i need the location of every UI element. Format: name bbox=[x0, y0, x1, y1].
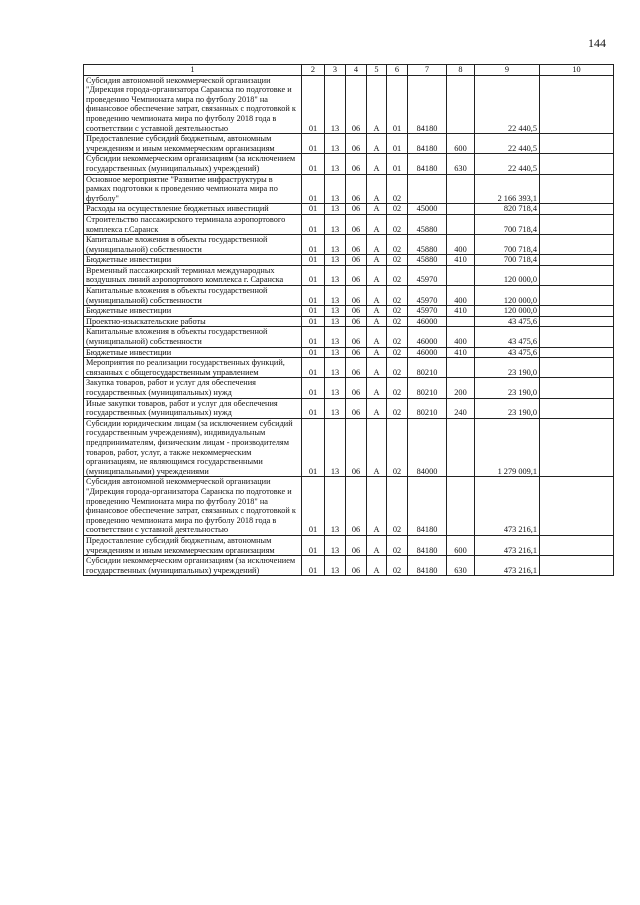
section-code: 01 bbox=[302, 214, 325, 234]
expense-type-code bbox=[447, 265, 475, 285]
subprogram-code: А bbox=[367, 418, 387, 477]
section-code: 01 bbox=[302, 255, 325, 266]
direction-code: 84180 bbox=[408, 154, 447, 174]
subprogram-code: А bbox=[367, 316, 387, 327]
amount: 2 166 393,1 bbox=[475, 174, 540, 204]
amount: 43 475,6 bbox=[475, 347, 540, 358]
table-row bbox=[84, 327, 614, 347]
event-code: 01 bbox=[387, 75, 408, 134]
program-code: 06 bbox=[346, 358, 367, 378]
subprogram-code: А bbox=[367, 286, 387, 306]
row-description: Субсидии некоммерческим организациям (за исключением государственных (муниципальных) учреждений) bbox=[84, 154, 302, 174]
amount: 120 000,0 bbox=[475, 286, 540, 306]
column-header-3: 3 bbox=[325, 65, 346, 76]
table-row bbox=[84, 134, 614, 154]
subsection-code: 13 bbox=[325, 214, 346, 234]
program-code: 06 bbox=[346, 327, 367, 347]
notes bbox=[540, 306, 614, 317]
program-code: 06 bbox=[346, 306, 367, 317]
event-code: 02 bbox=[387, 214, 408, 234]
column-header-8: 8 bbox=[447, 65, 475, 76]
section-code: 01 bbox=[302, 398, 325, 418]
section-code: 01 bbox=[302, 134, 325, 154]
notes bbox=[540, 358, 614, 378]
table-row bbox=[84, 378, 614, 398]
subprogram-code: А bbox=[367, 174, 387, 204]
event-code: 02 bbox=[387, 358, 408, 378]
subprogram-code: А bbox=[367, 214, 387, 234]
direction-code: 80210 bbox=[408, 378, 447, 398]
amount: 820 718,4 bbox=[475, 204, 540, 215]
expense-type-code bbox=[447, 204, 475, 215]
column-header-7: 7 bbox=[408, 65, 447, 76]
program-code: 06 bbox=[346, 75, 367, 134]
direction-code: 45970 bbox=[408, 265, 447, 285]
expense-type-code: 630 bbox=[447, 154, 475, 174]
amount: 22 440,5 bbox=[475, 134, 540, 154]
program-code: 06 bbox=[346, 255, 367, 266]
amount: 700 718,4 bbox=[475, 214, 540, 234]
direction-code: 45880 bbox=[408, 255, 447, 266]
program-code: 06 bbox=[346, 477, 367, 536]
event-code: 02 bbox=[387, 477, 408, 536]
amount: 1 279 009,1 bbox=[475, 418, 540, 477]
direction-code: 45970 bbox=[408, 306, 447, 317]
event-code: 02 bbox=[387, 398, 408, 418]
table-row bbox=[84, 535, 614, 555]
program-code: 06 bbox=[346, 316, 367, 327]
row-description: Капитальные вложения в объекты государственной (муниципальной) собственности bbox=[84, 235, 302, 255]
page-number: 144 bbox=[588, 36, 606, 50]
event-code: 02 bbox=[387, 306, 408, 317]
table-row bbox=[84, 306, 614, 317]
subsection-code: 13 bbox=[325, 556, 346, 576]
section-code: 01 bbox=[302, 286, 325, 306]
table-row bbox=[84, 204, 614, 215]
notes bbox=[540, 214, 614, 234]
column-header-10: 10 bbox=[540, 65, 614, 76]
amount: 700 718,4 bbox=[475, 255, 540, 266]
direction-code: 84180 bbox=[408, 477, 447, 536]
direction-code: 84000 bbox=[408, 418, 447, 477]
direction-code: 45970 bbox=[408, 286, 447, 306]
notes bbox=[540, 75, 614, 134]
expense-type-code: 410 bbox=[447, 306, 475, 317]
section-code: 01 bbox=[302, 556, 325, 576]
amount: 43 475,6 bbox=[475, 316, 540, 327]
expense-type-code bbox=[447, 75, 475, 134]
table-row bbox=[84, 347, 614, 358]
direction-code: 46000 bbox=[408, 347, 447, 358]
amount: 23 190,0 bbox=[475, 398, 540, 418]
program-code: 06 bbox=[346, 134, 367, 154]
expense-type-code bbox=[447, 214, 475, 234]
section-code: 01 bbox=[302, 204, 325, 215]
expense-type-code: 240 bbox=[447, 398, 475, 418]
program-code: 06 bbox=[346, 174, 367, 204]
row-description: Иные закупки товаров, работ и услуг для обеспечения государственных (муниципальных) нужд bbox=[84, 398, 302, 418]
notes bbox=[540, 418, 614, 477]
subprogram-code: А bbox=[367, 265, 387, 285]
expense-type-code: 600 bbox=[447, 535, 475, 555]
notes bbox=[540, 154, 614, 174]
row-description: Капитальные вложения в объекты государственной (муниципальной) собственности bbox=[84, 327, 302, 347]
notes bbox=[540, 316, 614, 327]
section-code: 01 bbox=[302, 378, 325, 398]
section-code: 01 bbox=[302, 235, 325, 255]
row-description: Субсидия автономной некоммерческой организации "Дирекция города-организатора Саранска по подготовке и проведению Чемпионата мира по футболу 2018" на финансовое обеспечение затрат, связанных с подготовкой к проведению чемпионата мира по футболу 2018 года в соответствии с уставной деятельностью bbox=[84, 75, 302, 134]
expense-type-code bbox=[447, 418, 475, 477]
row-description: Предоставление субсидий бюджетным, автономным учреждениям и иным некоммерческим организациям bbox=[84, 535, 302, 555]
subsection-code: 13 bbox=[325, 316, 346, 327]
row-description: Мероприятия по реализации государственных функций, связанных с общегосударственным управлением bbox=[84, 358, 302, 378]
expense-type-code bbox=[447, 174, 475, 204]
section-code: 01 bbox=[302, 347, 325, 358]
subsection-code: 13 bbox=[325, 358, 346, 378]
subsection-code: 13 bbox=[325, 477, 346, 536]
section-code: 01 bbox=[302, 316, 325, 327]
subprogram-code: А bbox=[367, 255, 387, 266]
section-code: 01 bbox=[302, 75, 325, 134]
subprogram-code: А bbox=[367, 235, 387, 255]
direction-code: 45000 bbox=[408, 204, 447, 215]
section-code: 01 bbox=[302, 477, 325, 536]
table-row bbox=[84, 316, 614, 327]
expense-type-code: 410 bbox=[447, 347, 475, 358]
notes bbox=[540, 286, 614, 306]
subprogram-code: А bbox=[367, 154, 387, 174]
event-code: 02 bbox=[387, 235, 408, 255]
event-code: 02 bbox=[387, 347, 408, 358]
subprogram-code: А bbox=[367, 535, 387, 555]
event-code: 02 bbox=[387, 255, 408, 266]
table-row bbox=[84, 398, 614, 418]
row-description: Основное мероприятие "Развитие инфраструктуры в рамках подготовки к проведению чемпионата мира по футболу" bbox=[84, 174, 302, 204]
notes bbox=[540, 235, 614, 255]
row-description: Строительство пассажирского терминала аэропортового комплекса г.Саранск bbox=[84, 214, 302, 234]
subsection-code: 13 bbox=[325, 286, 346, 306]
subprogram-code: А bbox=[367, 204, 387, 215]
subsection-code: 13 bbox=[325, 378, 346, 398]
subsection-code: 13 bbox=[325, 255, 346, 266]
program-code: 06 bbox=[346, 204, 367, 215]
subsection-code: 13 bbox=[325, 75, 346, 134]
section-code: 01 bbox=[302, 306, 325, 317]
program-code: 06 bbox=[346, 235, 367, 255]
direction-code: 45880 bbox=[408, 235, 447, 255]
subsection-code: 13 bbox=[325, 134, 346, 154]
table-row bbox=[84, 235, 614, 255]
amount: 43 475,6 bbox=[475, 327, 540, 347]
amount: 22 440,5 bbox=[475, 75, 540, 134]
program-code: 06 bbox=[346, 398, 367, 418]
row-description: Бюджетные инвестиции bbox=[84, 255, 302, 266]
subprogram-code: А bbox=[367, 358, 387, 378]
notes bbox=[540, 327, 614, 347]
row-description: Бюджетные инвестиции bbox=[84, 306, 302, 317]
table-body bbox=[84, 75, 614, 576]
subprogram-code: А bbox=[367, 327, 387, 347]
row-description: Расходы на осуществление бюджетных инвестиций bbox=[84, 204, 302, 215]
expense-type-code: 600 bbox=[447, 134, 475, 154]
section-code: 01 bbox=[302, 265, 325, 285]
notes bbox=[540, 556, 614, 576]
subsection-code: 13 bbox=[325, 306, 346, 317]
event-code: 02 bbox=[387, 535, 408, 555]
event-code: 02 bbox=[387, 265, 408, 285]
subsection-code: 13 bbox=[325, 327, 346, 347]
program-code: 06 bbox=[346, 556, 367, 576]
table-row bbox=[84, 75, 614, 134]
row-description: Бюджетные инвестиции bbox=[84, 347, 302, 358]
program-code: 06 bbox=[346, 265, 367, 285]
subsection-code: 13 bbox=[325, 204, 346, 215]
expense-type-code: 400 bbox=[447, 327, 475, 347]
amount: 700 718,4 bbox=[475, 235, 540, 255]
event-code: 02 bbox=[387, 378, 408, 398]
event-code: 01 bbox=[387, 134, 408, 154]
event-code: 02 bbox=[387, 327, 408, 347]
program-code: 06 bbox=[346, 154, 367, 174]
table-row bbox=[84, 418, 614, 477]
expense-type-code bbox=[447, 477, 475, 536]
expense-type-code bbox=[447, 358, 475, 378]
notes bbox=[540, 134, 614, 154]
row-description: Закупка товаров, работ и услуг для обеспечения государственных (муниципальных) нужд bbox=[84, 378, 302, 398]
amount: 473 216,1 bbox=[475, 556, 540, 576]
subprogram-code: А bbox=[367, 306, 387, 317]
direction-code: 80210 bbox=[408, 398, 447, 418]
expense-type-code: 410 bbox=[447, 255, 475, 266]
section-code: 01 bbox=[302, 535, 325, 555]
event-code: 02 bbox=[387, 174, 408, 204]
row-description: Проектно-изыскательские работы bbox=[84, 316, 302, 327]
column-header-9: 9 bbox=[475, 65, 540, 76]
direction-code: 84180 bbox=[408, 535, 447, 555]
subsection-code: 13 bbox=[325, 398, 346, 418]
notes bbox=[540, 347, 614, 358]
subsection-code: 13 bbox=[325, 265, 346, 285]
amount: 23 190,0 bbox=[475, 378, 540, 398]
table-row bbox=[84, 265, 614, 285]
direction-code: 45880 bbox=[408, 214, 447, 234]
direction-code: 84180 bbox=[408, 134, 447, 154]
column-header-1: 1 bbox=[84, 65, 302, 76]
direction-code: 84180 bbox=[408, 556, 447, 576]
table-row bbox=[84, 174, 614, 204]
row-description: Субсидия автономной некоммерческой организации "Дирекция города-организатора Саранска по подготовке и проведению Чемпионата мира по футболу 2018" на финансовое обеспечение затрат, связанных с подготовкой к проведению чемпионата мира по футболу 2018 года в соответствии с уставной деятельностью bbox=[84, 477, 302, 536]
header-row bbox=[84, 65, 614, 76]
subsection-code: 13 bbox=[325, 174, 346, 204]
table-row bbox=[84, 358, 614, 378]
program-code: 06 bbox=[346, 214, 367, 234]
notes bbox=[540, 535, 614, 555]
amount: 22 440,5 bbox=[475, 154, 540, 174]
section-code: 01 bbox=[302, 174, 325, 204]
subsection-code: 13 bbox=[325, 154, 346, 174]
section-code: 01 bbox=[302, 418, 325, 477]
notes bbox=[540, 204, 614, 215]
section-code: 01 bbox=[302, 358, 325, 378]
column-header-4: 4 bbox=[346, 65, 367, 76]
event-code: 01 bbox=[387, 154, 408, 174]
direction-code: 46000 bbox=[408, 327, 447, 347]
notes bbox=[540, 378, 614, 398]
notes bbox=[540, 265, 614, 285]
column-header-2: 2 bbox=[302, 65, 325, 76]
expense-type-code: 630 bbox=[447, 556, 475, 576]
event-code: 02 bbox=[387, 556, 408, 576]
expense-type-code: 400 bbox=[447, 235, 475, 255]
direction-code: 46000 bbox=[408, 316, 447, 327]
column-header-5: 5 bbox=[367, 65, 387, 76]
program-code: 06 bbox=[346, 418, 367, 477]
expense-type-code: 400 bbox=[447, 286, 475, 306]
row-description: Субсидии юридическим лицам (за исключением субсидий государственным учреждениям), индивидуальным предпринимателям, физическим лицам - производителям товаров, работ, услуг, а также некоммерческим организациям, не являющимся государственными (муниципальными) учреждениями bbox=[84, 418, 302, 477]
direction-code bbox=[408, 174, 447, 204]
subsection-code: 13 bbox=[325, 418, 346, 477]
row-description: Временный пассажирский терминал международных воздушных линий аэропортового комплекса г. Саранска bbox=[84, 265, 302, 285]
direction-code: 84180 bbox=[408, 75, 447, 134]
notes bbox=[540, 398, 614, 418]
row-description: Капитальные вложения в объекты государственной (муниципальной) собственности bbox=[84, 286, 302, 306]
event-code: 02 bbox=[387, 204, 408, 215]
section-code: 01 bbox=[302, 154, 325, 174]
table-row bbox=[84, 286, 614, 306]
program-code: 06 bbox=[346, 347, 367, 358]
table-row bbox=[84, 154, 614, 174]
subprogram-code: А bbox=[367, 556, 387, 576]
subprogram-code: А bbox=[367, 477, 387, 536]
column-header-6: 6 bbox=[387, 65, 408, 76]
table-row bbox=[84, 255, 614, 266]
notes bbox=[540, 477, 614, 536]
program-code: 06 bbox=[346, 286, 367, 306]
notes bbox=[540, 255, 614, 266]
subprogram-code: А bbox=[367, 398, 387, 418]
event-code: 02 bbox=[387, 286, 408, 306]
amount: 473 216,1 bbox=[475, 477, 540, 536]
amount: 120 000,0 bbox=[475, 306, 540, 317]
subprogram-code: А bbox=[367, 75, 387, 134]
subsection-code: 13 bbox=[325, 347, 346, 358]
subsection-code: 13 bbox=[325, 535, 346, 555]
budget-table bbox=[83, 64, 614, 576]
notes bbox=[540, 174, 614, 204]
event-code: 02 bbox=[387, 418, 408, 477]
row-description: Субсидии некоммерческим организациям (за исключением государственных (муниципальных) учреждений) bbox=[84, 556, 302, 576]
program-code: 06 bbox=[346, 535, 367, 555]
program-code: 06 bbox=[346, 378, 367, 398]
row-description: Предоставление субсидий бюджетным, автономным учреждениям и иным некоммерческим организациям bbox=[84, 134, 302, 154]
amount: 120 000,0 bbox=[475, 265, 540, 285]
event-code: 02 bbox=[387, 316, 408, 327]
direction-code: 80210 bbox=[408, 358, 447, 378]
subprogram-code: А bbox=[367, 347, 387, 358]
amount: 473 216,1 bbox=[475, 535, 540, 555]
subprogram-code: А bbox=[367, 378, 387, 398]
expense-type-code bbox=[447, 316, 475, 327]
subprogram-code: А bbox=[367, 134, 387, 154]
table-row bbox=[84, 477, 614, 536]
expense-type-code: 200 bbox=[447, 378, 475, 398]
amount: 23 190,0 bbox=[475, 358, 540, 378]
table-row bbox=[84, 214, 614, 234]
table-row bbox=[84, 556, 614, 576]
section-code: 01 bbox=[302, 327, 325, 347]
subsection-code: 13 bbox=[325, 235, 346, 255]
